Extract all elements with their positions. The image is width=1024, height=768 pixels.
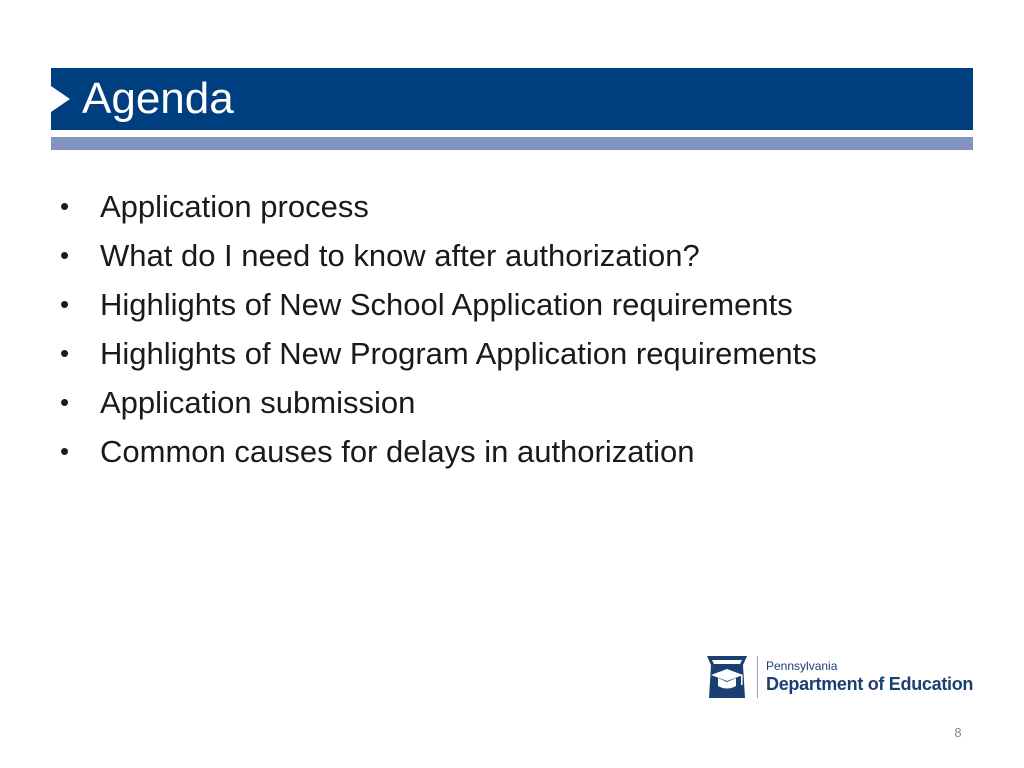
title-underline <box>51 137 973 150</box>
pa-education-logo <box>705 654 980 704</box>
agenda-item-text: Highlights of New School Application requirements <box>100 287 793 322</box>
agenda-item-text: Common causes for delays in authorization <box>100 434 695 469</box>
agenda-item-text: Application process <box>100 189 369 224</box>
logo-divider <box>757 656 758 698</box>
title-bar <box>51 68 973 130</box>
slide-title: Agenda <box>82 74 234 123</box>
bullet-icon: • <box>60 338 70 368</box>
logo-department-name: Department of Education <box>766 674 974 694</box>
arrow-right-icon <box>51 86 70 112</box>
bullet-icon: • <box>60 240 70 270</box>
page-number: 8 <box>954 725 962 740</box>
bullet-icon: • <box>60 191 70 221</box>
logo-state-name: Pennsylvania <box>766 659 838 673</box>
bullet-icon: • <box>60 387 70 417</box>
agenda-item-text: Application submission <box>100 385 416 420</box>
keystone-graduation-cap-icon <box>705 654 749 700</box>
agenda-item-text: What do I need to know after authorization? <box>100 238 700 273</box>
agenda-item-text: Highlights of New Program Application requirements <box>100 336 817 371</box>
bullet-icon: • <box>60 289 70 319</box>
bullet-icon: • <box>60 436 70 466</box>
